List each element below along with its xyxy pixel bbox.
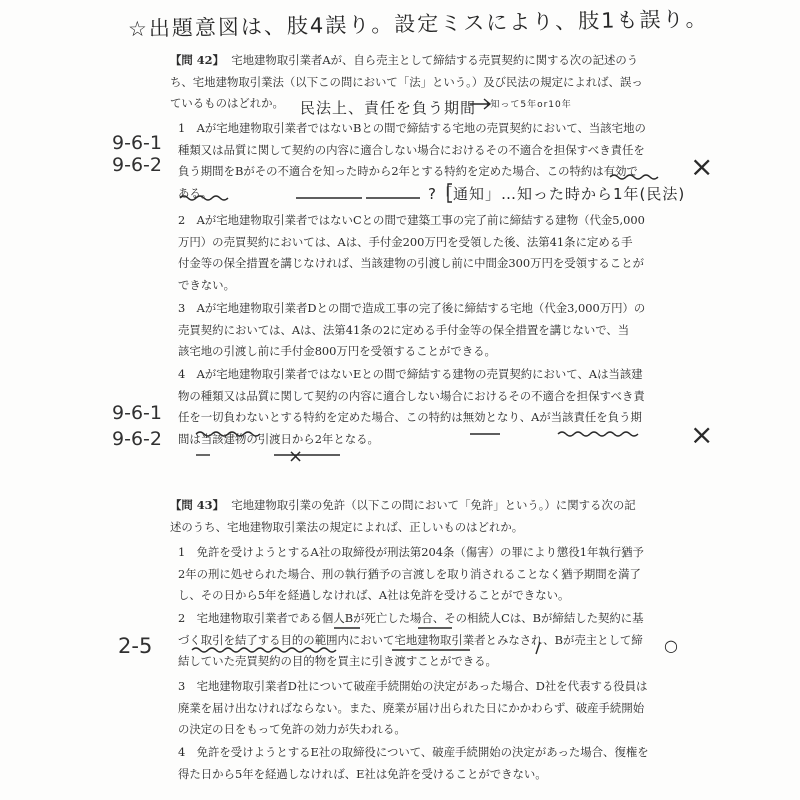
margin-ref-q42-choice-4: 9-6-1 9-6-2 [112, 402, 162, 450]
question-stem-line: ているものはどれか。 [170, 96, 284, 110]
choice-line: 間は当該建物の引渡日から2年となる。 [178, 431, 379, 446]
q43-choice-4 [178, 742, 678, 785]
question-stem-line: 宅地建物取引業者Aが、自ら売主として締結する売買契約に関する次の記述のう [231, 53, 639, 67]
wrong-mark-icon: × [690, 418, 714, 451]
choice-line: 物の種類又は品質に関して契約の内容に適合しない場合におけるその不適合を担保すべき責 [178, 388, 645, 403]
choice-line: 1 Aが宅地建物取引業者ではないBとの間で締結する宅地の売買契約において、当該宅地の [178, 121, 646, 135]
question-43 [170, 495, 670, 538]
choice-line: 2 Aが宅地建物取引業者ではないCとの間で建築工事の完了前に締結する建物（代金5,000 [178, 213, 645, 227]
q42-choice-2 [178, 210, 678, 296]
question-stem-line: ち、宅地建物取引業法（以下この問において「法」という。）及び民法の規定によれば、誤っ [170, 74, 643, 89]
handwritten-notice-note: ?「通知」…知った時から1年(民法) [428, 185, 686, 203]
choice-line: し、その日から5年を経過しなければ、A社は免許を受けることができない。 [178, 588, 570, 602]
choice-line: 売買契約においては、Aは、法第41条の2に定める手付金等の保全措置を講じないで、当 [178, 322, 630, 337]
question-stem-line: 宅地建物取引業の免許（以下この問において「免許」という。）に関する次の記 [231, 498, 636, 512]
wrong-mark-icon: × [690, 150, 714, 183]
choice-line: 結していた売買契約の目的物を買主に引き渡すことができる。 [178, 654, 497, 668]
q43-choice-2 [178, 608, 678, 673]
choice-line: できない。 [178, 277, 235, 292]
choice-line: 負う期間をBがその不適合を知った時から2年とする特約を定めた場合、この特約は有効で [178, 164, 638, 178]
wrong-mark-icon: × [288, 446, 304, 467]
q42-choice-4 [178, 364, 678, 450]
margin-ref-q43-choice-2: 2-5 [118, 634, 153, 658]
choice-line: 3 Aが宅地建物取引業者Dとの間で造成工事の完了後に締結する宅地（代金3,000万円）の [178, 301, 646, 315]
q43-choice-1 [178, 542, 678, 607]
choice-line: 2 宅地建物取引業者である個人Bが死亡した場合、その相続人Cは、Bが締結した契約に基 [178, 611, 644, 625]
q42-choice-3 [178, 298, 678, 363]
choice-line: ある。 [178, 185, 213, 200]
question-number: 【問 43】 [170, 498, 224, 512]
handwritten-civil-law-note: 民法上、責任を負う期間 $^{\to 知って5年or10年}$ [300, 99, 572, 117]
choice-line: 3 宅地建物取引業者D社について破産手続開始の決定があった場合、D社を代表する役員は [178, 679, 648, 693]
question-number: 【問 42】 [170, 53, 224, 67]
choice-line: 得た日から5年を経過しなければ、E社は免許を受けることができない。 [178, 766, 547, 781]
choice-line: 1 免許を受けようとするA社の取締役が刑法第204条（傷害）の罪により懲役1年執行猶予 [178, 545, 644, 559]
choice-line: 該宅地の引渡し前に手付金800万円を受領することができる。 [178, 344, 496, 358]
margin-ref-q42-choice-1: 9-6-1 9-6-2 [112, 132, 162, 176]
q43-choice-3 [178, 676, 678, 741]
choice-line: 廃業を届け出なければならない。また、廃業が届け出られた日にかかわらず、破産手続開始 [178, 700, 645, 715]
handwritten-title-note: ☆出題意図は、肢4誤り。設定ミスにより、肢1も誤り。 [127, 6, 709, 42]
choice-line: 付金等の保全措置を講じなければ、当該建物の引渡し前に中間金300万円を受領することが [178, 256, 644, 270]
choice-line: 2年の刑に処せられた場合、刑の執行猶予の言渡しを取り消されることなく猶予期間を満了 [178, 566, 641, 581]
choice-line: づく取引を結了する目的の範囲内において宅地建物取引業者とみなされ、Bが売主として締 [178, 632, 643, 647]
question-stem-line: 述のうち、宅地建物取引業法の規定によれば、正しいものはどれか。 [170, 519, 524, 534]
correct-mark-icon: ○ [664, 636, 678, 655]
choice-line: 任を一切負わないとする特約を定めた場合、この特約は無効となり、Aが当該責任を負う期 [178, 410, 642, 424]
choice-line: 種類又は品質に関して契約の内容に適合しない場合におけるその不適合を担保すべき責任を [178, 142, 645, 157]
choice-line: 4 Aが宅地建物取引業者ではないEとの間で締結する建物の売買契約において、Aは当該建 [178, 367, 643, 381]
choice-line: の決定の日をもって免許の効力が失われる。 [178, 722, 406, 736]
choice-line: 4 免許を受けようとするE社の取締役について、破産手続開始の決定があった場合、復権を [178, 745, 649, 759]
choice-line: 万円）の売買契約においては、Aは、手付金200万円を受領した後、法第41条に定める手 [178, 234, 633, 249]
